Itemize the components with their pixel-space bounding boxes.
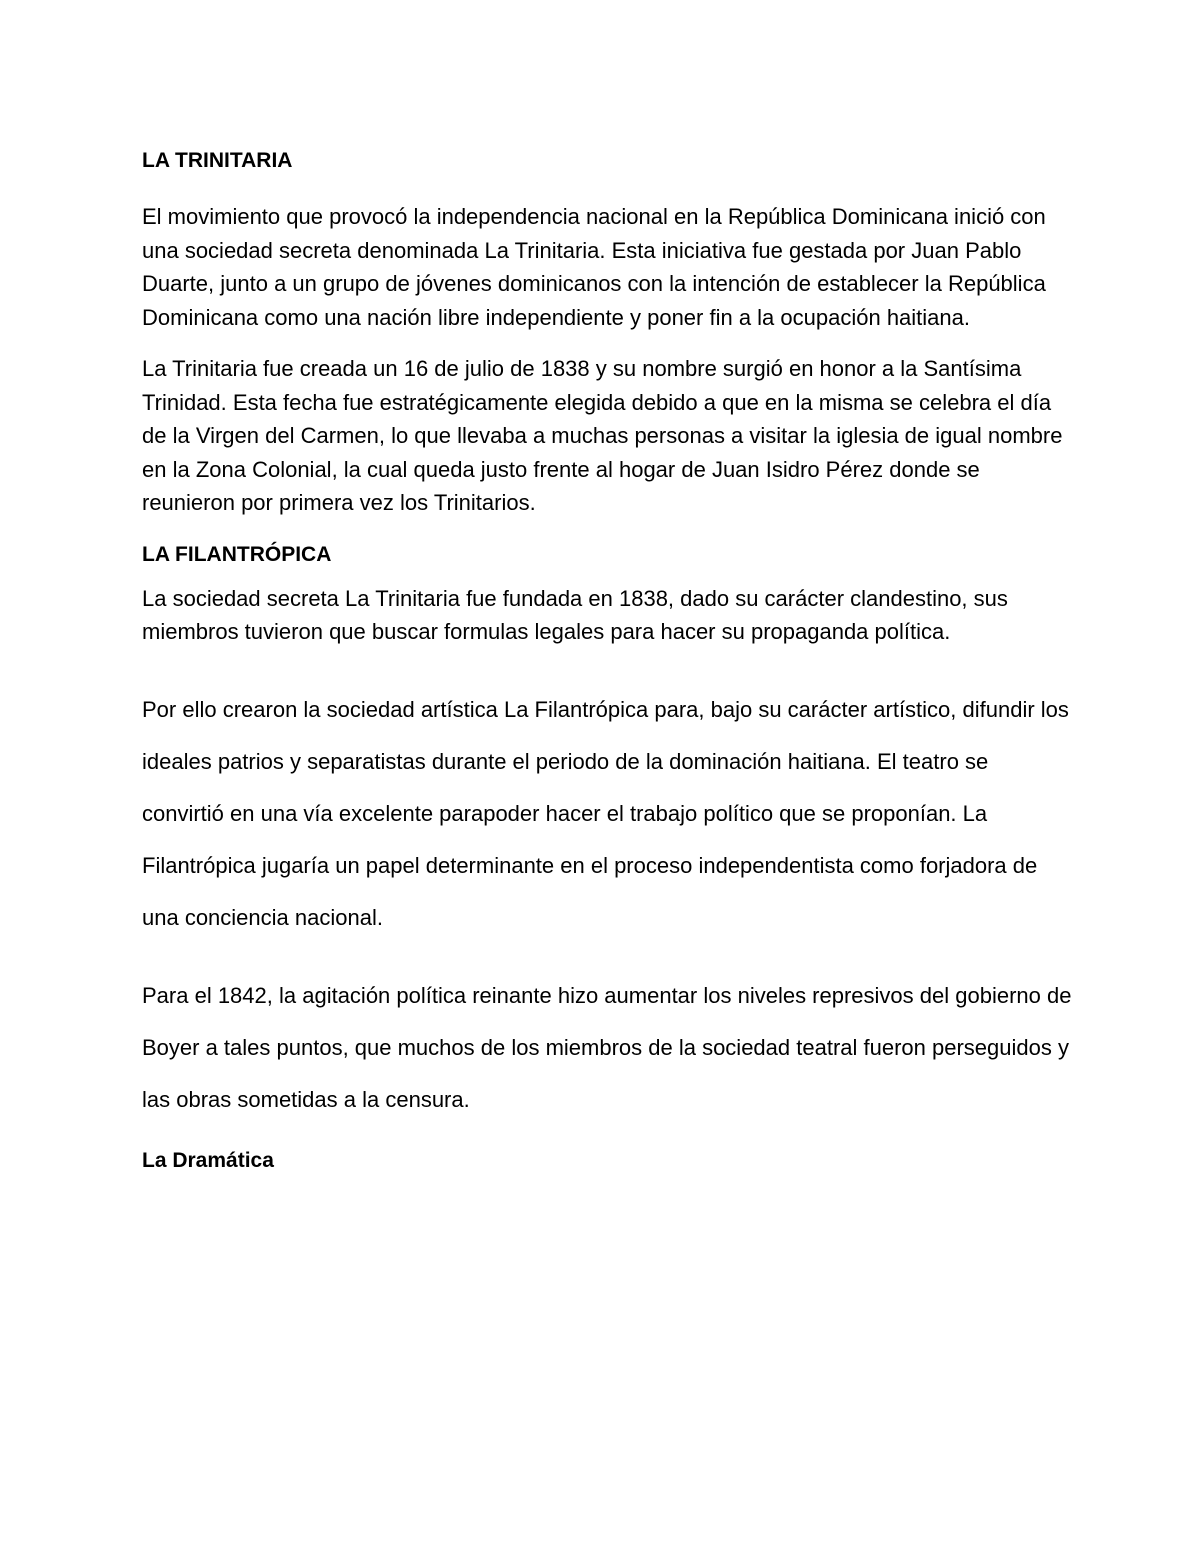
paragraph-trinitaria-founding: La Trinitaria fue creada un 16 de julio de 1838 y su nombre surgió en honor a la Santísima Trinidad. Esta fecha fue estratégicamente elegida debido a que en la misma se celebra el día de la Virgen del Carmen, lo que llevaba a muchas personas a visitar la iglesia de igual nombre en la Zona Colonial, la cual queda justo frente al hogar de Juan Isidro Pérez donde se reunieron por primera vez los Trinitarios. (142, 356, 1063, 515)
paragraph-filantropica-theatre: Por ello crearon la sociedad artística La Filantrópica para, bajo su carácter artístico, difundir los ideales patrios y separatistas durante el periodo de la dominación haitiana. El teatro se convirtió en una vía excelente parapoder hacer el trabajo político que se proponían. La Filantrópica jugaría un papel determinante en el proceso independentista como forjadora de una conciencia nacional. (142, 696, 1069, 930)
section-heading-dramatica: La Dramática (142, 1148, 274, 1172)
document-page (142, 148, 1072, 1174)
section-heading-filantropica: LA FILANTRÓPICA (142, 542, 332, 566)
section-heading-trinitaria: LA TRINITARIA (142, 149, 293, 172)
paragraph-filantropica-intro: La sociedad secreta La Trinitaria fue fundada en 1838, dado su carácter clandestino, sus miembros tuvieron que buscar formulas legales para hacer su propaganda política. (142, 585, 1008, 644)
paragraph-filantropica-repression: Para el 1842, la agitación política reinante hizo aumentar los niveles represivos del gobierno de Boyer a tales puntos, que muchos de los miembros de la sociedad teatral fueron perseguidos y las obras sometidas a la censura. (142, 982, 1072, 1112)
paragraph-trinitaria-intro: El movimiento que provocó la independencia nacional en la República Dominicana inició con una sociedad secreta denominada La Trinitaria. Esta iniciativa fue gestada por Juan Pablo Duarte, junto a un grupo de jóvenes dominicanos con la intención de establecer la República Dominicana como una nación libre independiente y poner fin a la ocupación haitiana. (142, 204, 1046, 330)
